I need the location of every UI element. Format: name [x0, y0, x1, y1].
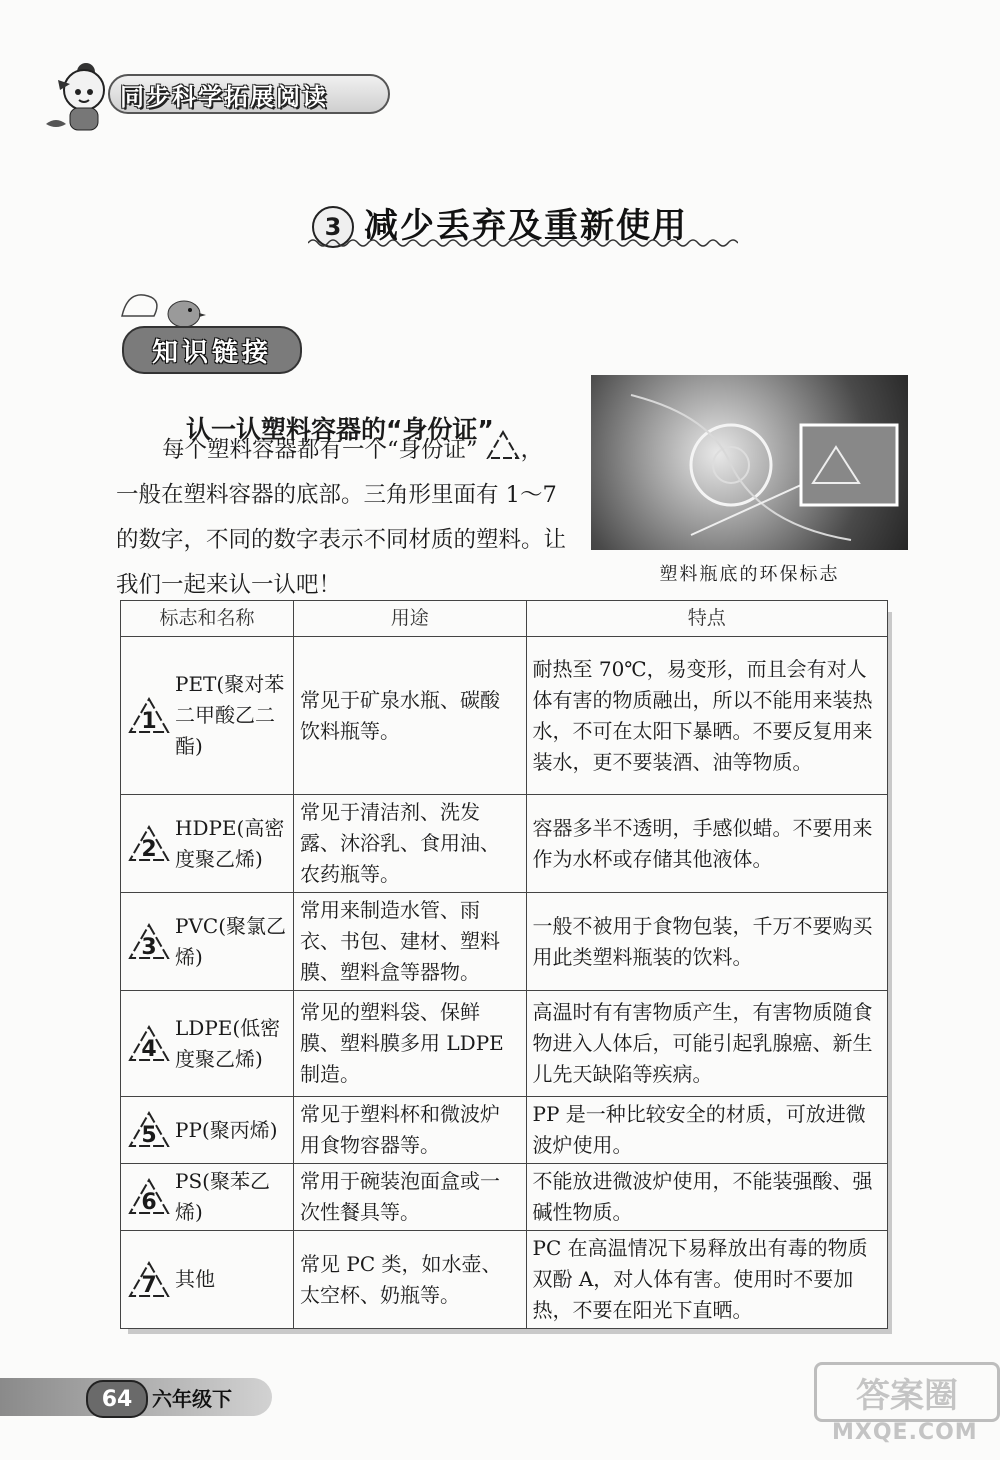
- mascot-illustration: [36, 50, 116, 140]
- header-cell: 用途: [294, 601, 526, 637]
- feature-cell: PC 在高温情况下易释放出有毒的物质双酚 A，对人体有害。使用时不要加热，不要在阳光下直晒。: [526, 1231, 888, 1329]
- table-row: [121, 1097, 888, 1164]
- name-cell: [121, 637, 294, 795]
- subheading: 认一认塑料容器的“身份证”: [186, 415, 494, 444]
- intro-line1: 每个塑料容器都有一个“身份证”: [162, 437, 478, 463]
- table-row: [121, 1164, 888, 1231]
- recycle-code-number: 7: [141, 1272, 157, 1298]
- plastic-name: LDPE(低密度聚乙烯): [175, 1015, 281, 1071]
- watermark-logo: [814, 1362, 1000, 1422]
- section-tag: [122, 326, 302, 374]
- feature-cell: PP 是一种比较安全的材质，可放进微波炉使用。: [526, 1097, 888, 1164]
- recycle-code-icon: [127, 696, 171, 736]
- bottle-photo-illustration: [591, 375, 908, 550]
- name-cell: [121, 795, 294, 893]
- use-cell: 常用来制造水管、雨衣、书包、建材、塑料膜、塑料盒等器物。: [294, 893, 526, 991]
- title-wave-underline: [308, 236, 738, 250]
- recycle-code-number: 4: [141, 1036, 157, 1062]
- page-number: 64: [86, 1380, 148, 1418]
- plastic-code-table: [120, 600, 888, 1329]
- recycle-code-number: 2: [141, 836, 157, 862]
- table-row: [121, 795, 888, 893]
- plastic-name: PVC(聚氯乙烯): [175, 913, 287, 969]
- name-cell: [121, 1231, 294, 1329]
- recycle-code-number: 1: [141, 708, 157, 734]
- photo-caption: 塑料瓶底的环保标志: [659, 564, 840, 585]
- name-cell: [121, 1097, 294, 1164]
- table-row: [121, 1231, 888, 1329]
- recycle-code-number: 5: [141, 1123, 157, 1148]
- table-row: [121, 893, 888, 991]
- plastic-name: PET(聚对苯二甲酸乙二酯): [175, 672, 285, 758]
- recycle-code-icon: [127, 1110, 171, 1150]
- grade-label: 六年级下: [152, 1387, 232, 1411]
- recycle-code-number: 3: [141, 934, 157, 960]
- intro-line1-end: ，: [520, 437, 544, 463]
- feature-cell: 高温时有有害物质产生，有害物质随食物进入人体后，可能引起乳腺癌、新生儿先天缺陷等疾病。: [526, 991, 888, 1097]
- chapter-number-badge: 3: [312, 206, 354, 248]
- recycle-code-icon: [127, 1024, 171, 1064]
- plastic-name: PS(聚苯乙烯): [175, 1169, 270, 1224]
- name-cell: [121, 893, 294, 991]
- chapter-title: 减少丢弃及重新使用: [364, 206, 688, 246]
- feature-cell: 一般不被用于食物包装，千万不要购买用此类塑料瓶装的饮料。: [526, 893, 888, 991]
- series-banner: [108, 74, 390, 114]
- plastic-name: HDPE(高密度聚乙烯): [175, 815, 285, 871]
- intro-paragraph: [116, 428, 586, 608]
- recycle-code-icon: [127, 824, 171, 864]
- plastic-name: PP(聚丙烯): [175, 1117, 278, 1142]
- section-tag-label: 知识链接: [151, 337, 272, 368]
- name-cell: [121, 1164, 294, 1231]
- watermark-logo-text: 答案圈: [856, 1375, 958, 1416]
- recycle-code-number: 6: [141, 1190, 157, 1215]
- feature-cell: 容器多半不透明，手感似蜡。不要用来作为水杯或存储其他液体。: [526, 795, 888, 893]
- feature-cell: 不能放进微波炉使用，不能装强酸、强碱性物质。: [526, 1164, 888, 1231]
- intro-rest: 一般在塑料容器的底部。三角形里面有 1～7 的数字，不同的数字表示不同材质的塑料。让我们一起来认一认吧！: [116, 482, 567, 598]
- recycle-code-icon: [127, 1177, 171, 1217]
- use-cell: 常见于矿泉水瓶、碳酸饮料瓶等。: [294, 637, 526, 795]
- header-cell: 特点: [526, 601, 888, 637]
- watermark-url: MXQE.COM: [832, 1420, 978, 1445]
- table-row: [121, 991, 888, 1097]
- use-cell: 常见 PC 类，如水壶、太空杯、奶瓶等。: [294, 1231, 526, 1329]
- use-cell: 常见于清洁剂、洗发露、沐浴乳、食用油、农药瓶等。: [294, 795, 526, 893]
- plastic-name: 其他: [175, 1267, 215, 1291]
- use-cell: 常见于塑料杯和微波炉用食物容器等。: [294, 1097, 526, 1164]
- recycle-triangle-icon: [485, 429, 521, 461]
- recycle-code-icon: [127, 1260, 171, 1300]
- recycle-code-icon: [127, 922, 171, 962]
- use-cell: 常用于碗装泡面盒或一次性餐具等。: [294, 1164, 526, 1231]
- feature-cell: 耐热至 70℃，易变形，而且会有对人体有害的物质融出，所以不能用来装热水，不可在太阳下暴晒。不要反复用来装水，更不要装酒、油等物质。: [526, 637, 888, 795]
- name-cell: [121, 991, 294, 1097]
- header-cell: 标志和名称: [121, 601, 294, 637]
- use-cell: 常见的塑料袋、保鲜膜、塑料膜多用 LDPE 制造。: [294, 991, 526, 1097]
- bottle-bottom-photo: [591, 375, 908, 550]
- table-header-row: [121, 601, 888, 637]
- series-title: 同步科学拓展阅读: [120, 82, 328, 111]
- table-row: [121, 637, 888, 795]
